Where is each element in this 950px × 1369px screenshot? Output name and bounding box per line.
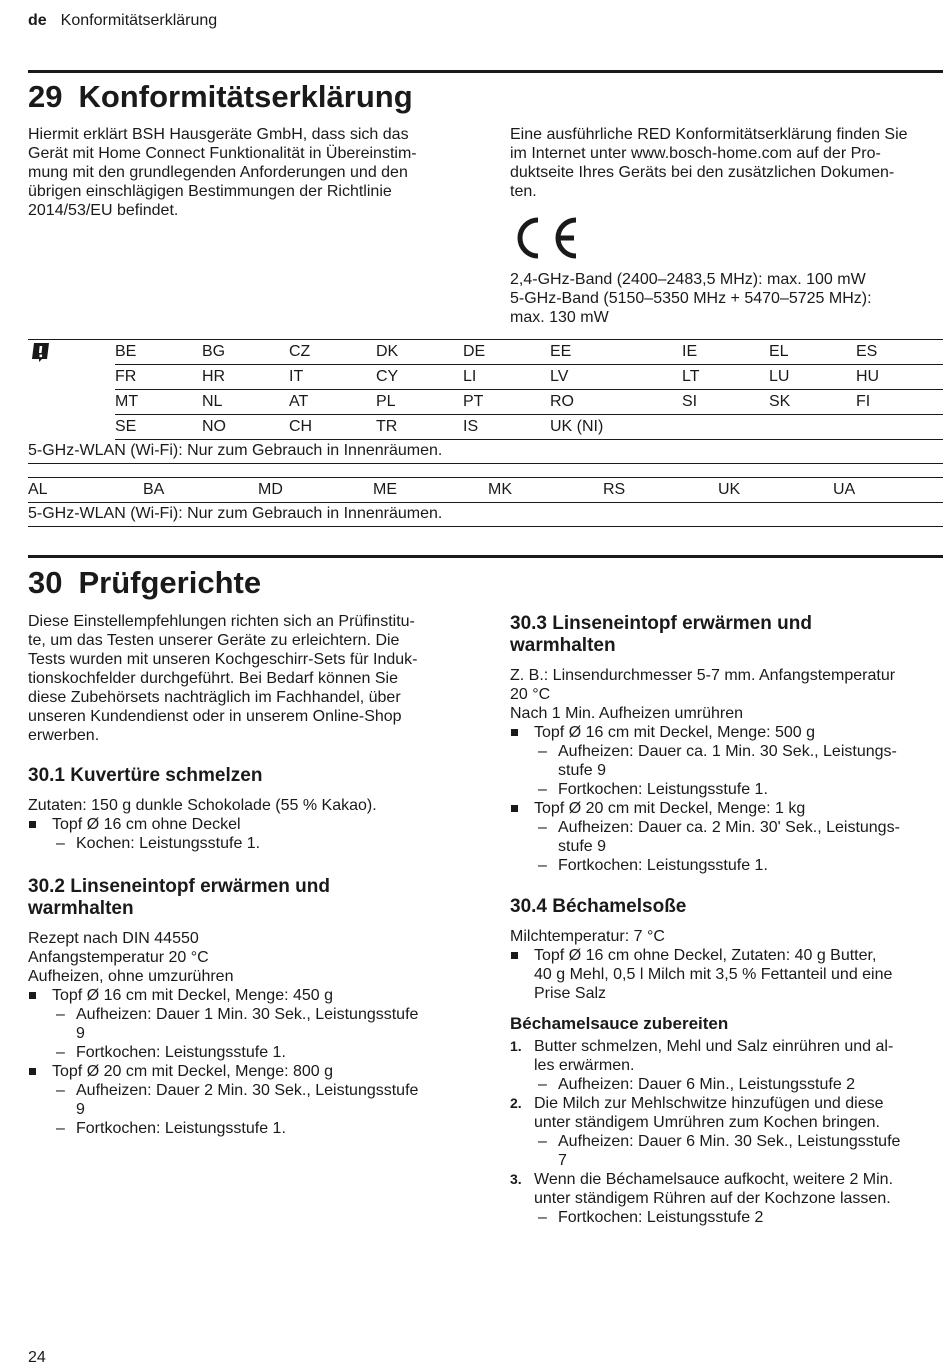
section-title: Konformitätserklärung	[78, 79, 413, 114]
country-cell: MT	[115, 390, 202, 415]
subsection-30-2-heading: 30.2 Linseneintopf erwärmen und warmhalten	[28, 876, 330, 919]
list-item: Topf Ø 20 cm mit Deckel, Menge: 800 g	[28, 1062, 478, 1081]
step-text: Die Milch zur Mehlschwitze hinzufügen und diese	[534, 1095, 884, 1112]
country-cell: NL	[202, 390, 289, 415]
text-line: Aufheizen, ohne umzurühren	[28, 968, 234, 985]
country-cell: HU	[856, 365, 943, 390]
list-item: – Aufheizen: Dauer 1 Min. 30 Sek., Leistungsstufe	[28, 1005, 478, 1024]
country-cell: ES	[856, 340, 943, 365]
step-continuation: unter ständigem Umrühren zum Kochen bringen.	[534, 1114, 880, 1131]
list-item: – Fortkochen: Leistungsstufe 1.	[510, 856, 948, 875]
country-cell: AL	[28, 478, 143, 503]
step-item	[510, 1037, 948, 1056]
country-cell: CY	[376, 365, 463, 390]
subsection-30-4-content	[510, 927, 948, 1003]
list-item: Topf Ø 16 cm mit Deckel, Menge: 500 g	[510, 723, 948, 742]
warning-note-icon	[30, 341, 52, 363]
section-number: 30	[28, 565, 63, 600]
country-cell: BG	[202, 340, 289, 365]
country-cell: CH	[289, 415, 376, 440]
country-cell: IS	[463, 415, 550, 440]
frequency-bands: 2,4-GHz-Band (2400–2483,5 MHz): max. 100 mW 5-GHz-Band (5150–5350 MHz + 5470–5725 MHz): max. 130 mW	[510, 271, 872, 326]
list-item: Topf Ø 16 cm ohne Deckel, Zutaten: 40 g Butter,	[510, 946, 948, 965]
list-item-continuation: 9	[76, 1101, 85, 1118]
text-line: Anfangstemperatur 20 °C	[28, 949, 209, 966]
section-rule	[28, 70, 943, 73]
subsection-30-4-heading: 30.4 Béchamelsoße	[510, 896, 687, 917]
country-cell: AT	[289, 390, 376, 415]
table-1-note: 5-GHz-WLAN (Wi-Fi): Nur zum Gebrauch in Innenräumen.	[28, 439, 943, 464]
country-cell	[682, 415, 769, 440]
step-text: Wenn die Béchamelsauce aufkocht, weitere 2 Min.	[534, 1171, 894, 1188]
country-cell: UK (NI)	[550, 415, 682, 440]
step-number: 1.	[510, 1038, 522, 1054]
country-cell: LV	[550, 365, 682, 390]
country-cell: IT	[289, 365, 376, 390]
country-cell: CZ	[289, 340, 376, 365]
running-title: Konformitätserklärung	[60, 12, 218, 29]
running-header	[28, 12, 217, 30]
country-cell: EE	[550, 340, 682, 365]
language-code: de	[28, 12, 47, 29]
country-cell: SK	[769, 390, 856, 415]
list-item: Topf Ø 16 cm mit Deckel, Menge: 450 g	[28, 986, 478, 1005]
list-item: – Aufheizen: Dauer 2 Min. 30 Sek., Leistungsstufe	[28, 1081, 478, 1100]
country-cell: DE	[463, 340, 550, 365]
country-cell: FI	[856, 390, 943, 415]
country-table-2	[28, 478, 943, 503]
subsection-30-1-content	[28, 796, 478, 853]
country-cell: RS	[603, 478, 718, 503]
section-30-heading	[28, 565, 261, 601]
step-number: 2.	[510, 1095, 522, 1111]
country-cell: LT	[682, 365, 769, 390]
list-item: Topf Ø 20 cm mit Deckel, Menge: 1 kg	[510, 799, 948, 818]
step-continuation: unter ständigem Rühren auf der Kochzone lassen.	[534, 1190, 891, 1207]
list-item: – Fortkochen: Leistungsstufe 1.	[28, 1043, 478, 1062]
page-number: 24	[28, 1349, 46, 1366]
country-cell: LI	[463, 365, 550, 390]
list-item: – Fortkochen: Leistungsstufe 1.	[28, 1119, 478, 1138]
country-cell: UK	[718, 478, 833, 503]
country-cell: FR	[115, 365, 202, 390]
list-item-continuation: stufe 9	[558, 838, 607, 855]
conformity-text-left: Hiermit erklärt BSH Hausgeräte GmbH, dass sich das Gerät mit Home Connect Funktionalität in Übereinstim- mung mit den grundlegenden Anforderungen und den übrigen einschlägigen Bestimmungen der Richtlinie 2014/53/EU befindet.	[28, 126, 417, 219]
table-2-note: 5-GHz-WLAN (Wi-Fi): Nur zum Gebrauch in Innenräumen.	[28, 502, 943, 527]
country-cell: BE	[115, 340, 202, 365]
ce-mark-icon	[508, 214, 580, 262]
country-table-1	[115, 340, 943, 440]
subsection-30-2-content	[28, 929, 478, 1138]
country-cell	[856, 415, 943, 440]
text-line: Zutaten: 150 g dunkle Schokolade (55 % Kakao).	[28, 797, 377, 814]
bechamel-subheading: Béchamelsauce zubereiten	[510, 1014, 729, 1033]
country-cell: UA	[833, 478, 943, 503]
country-row	[115, 340, 943, 365]
subsection-30-3-heading: 30.3 Linseneintopf erwärmen und warmhalten	[510, 613, 812, 656]
country-cell: PT	[463, 390, 550, 415]
country-row	[115, 415, 943, 440]
country-cell: SE	[115, 415, 202, 440]
country-cell: MK	[488, 478, 603, 503]
section-30-intro: Diese Einstellempfehlungen richten sich an Prüfinstitu- te, um das Testen unserer Geräte zu erleichtern. Die Tests wurden mit unseren Kochgeschirr-Sets für Induk- tionskochfelder durchgeführt. Bei Bedarf können Sie diese Zubehörsets nachträglich im Fachhandel, über unseren Kundendienst oder in unserem Online-Shop erwerben.	[28, 613, 418, 744]
list-item-continuation: 9	[76, 1025, 85, 1042]
country-cell: ME	[373, 478, 488, 503]
country-cell	[769, 415, 856, 440]
text-line: Z. B.: Linsendurchmesser 5-7 mm. Anfangstemperatur	[510, 667, 896, 684]
country-cell: EL	[769, 340, 856, 365]
country-row	[115, 390, 943, 415]
bechamel-steps	[510, 1037, 948, 1227]
country-cell: RO	[550, 390, 682, 415]
list-item-continuation: 40 g Mehl, 0,5 l Milch mit 3,5 % Fettanteil und eine	[534, 966, 893, 983]
list-item-continuation: Prise Salz	[534, 985, 607, 1002]
step-continuation: les erwärmen.	[534, 1057, 635, 1074]
step-text: Butter schmelzen, Mehl und Salz einrühren und al-	[534, 1038, 894, 1055]
country-cell: LU	[769, 365, 856, 390]
conformity-text-right: Eine ausführliche RED Konformitätserklärung finden Sie im Internet unter www.bosch-home.com auf der Pro- duktseite Ihres Geräts bei den zusätzlichen Dokumen- ten.	[510, 126, 908, 200]
step-item	[510, 1170, 948, 1189]
list-item: Topf Ø 16 cm ohne Deckel	[28, 815, 478, 834]
list-item: – Aufheizen: Dauer 6 Min., Leistungsstufe 2	[510, 1075, 948, 1094]
list-item: – Aufheizen: Dauer 6 Min. 30 Sek., Leistungsstufe	[510, 1132, 948, 1151]
text-line: 20 °C	[510, 686, 551, 703]
country-cell: NO	[202, 415, 289, 440]
step-item	[510, 1094, 948, 1113]
country-cell: TR	[376, 415, 463, 440]
country-cell: DK	[376, 340, 463, 365]
list-item: – Aufheizen: Dauer ca. 1 Min. 30 Sek., Leistungs-	[510, 742, 948, 761]
list-item: – Kochen: Leistungsstufe 1.	[28, 834, 478, 853]
section-number: 29	[28, 79, 63, 114]
list-item-continuation: stufe 9	[558, 762, 607, 779]
country-row	[28, 478, 943, 503]
subsection-30-1-heading: 30.1 Kuvertüre schmelzen	[28, 765, 263, 786]
section-title: Prüfgerichte	[78, 565, 262, 600]
country-row	[115, 365, 943, 390]
text-line: Rezept nach DIN 44550	[28, 930, 199, 947]
country-cell: PL	[376, 390, 463, 415]
country-cell: IE	[682, 340, 769, 365]
country-cell: SI	[682, 390, 769, 415]
text-line: Nach 1 Min. Aufheizen umrühren	[510, 705, 744, 722]
list-item-continuation: 7	[558, 1152, 567, 1169]
list-item: – Fortkochen: Leistungsstufe 2	[510, 1208, 948, 1227]
list-item: – Fortkochen: Leistungsstufe 1.	[510, 780, 948, 799]
subsection-30-3-content	[510, 666, 948, 875]
text-line: Milchtemperatur: 7 °C	[510, 928, 665, 945]
country-cell: HR	[202, 365, 289, 390]
section-29-heading	[28, 79, 413, 115]
section-rule	[28, 555, 943, 558]
list-item: – Aufheizen: Dauer ca. 2 Min. 30' Sek., Leistungs-	[510, 818, 948, 837]
step-number: 3.	[510, 1171, 522, 1187]
country-cell: MD	[258, 478, 373, 503]
country-cell: BA	[143, 478, 258, 503]
